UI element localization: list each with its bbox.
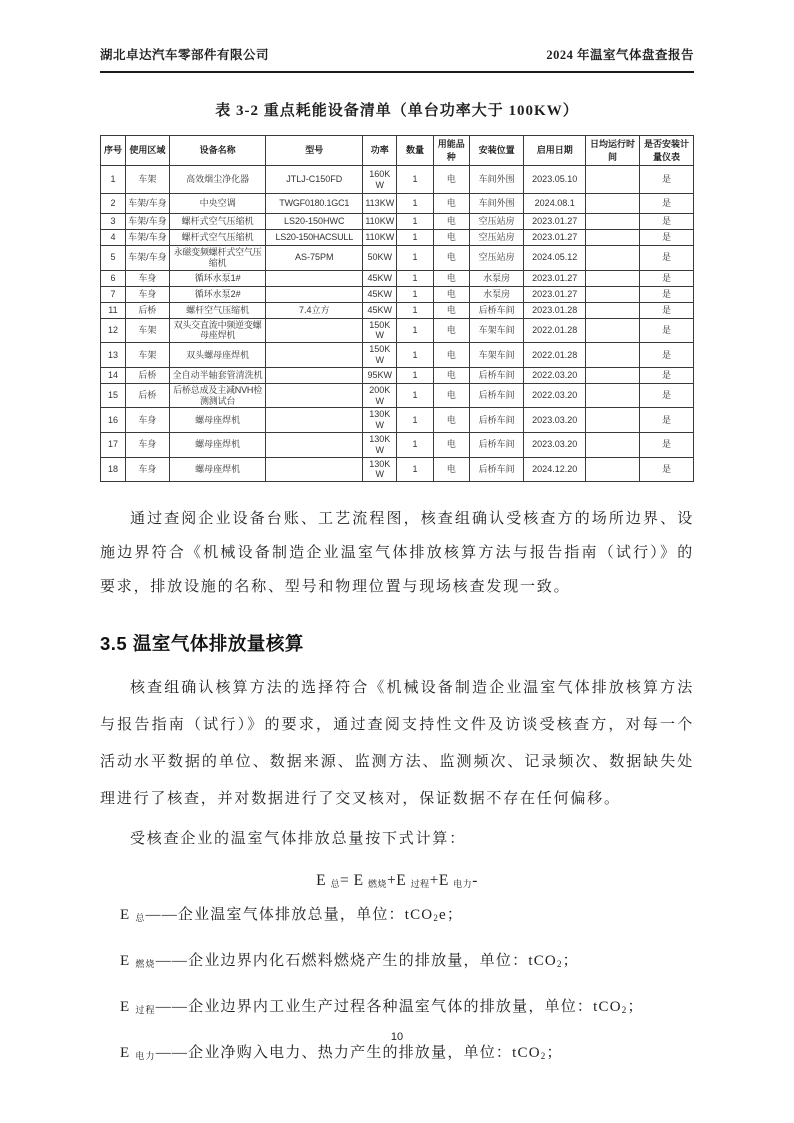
table-row [101,302,694,318]
table-row [101,457,694,482]
table-row [101,246,694,271]
table-cell: 是 [639,270,693,286]
table-row [101,318,694,343]
table-cell: 2 [101,194,126,214]
column-header: 日均运行时间 [586,136,640,166]
definition-line: E $_{过程}$——企业边界内工业生产过程各种温室气体的排放量，单位：tCO$_2$； [120,999,644,1016]
table-row [101,367,694,383]
table-cell: 电 [433,383,469,408]
section-paragraph: 核查组确认核算方法的选择符合《机械设备制造企业温室气体排放核算方法与报告指南（试行）》的要求，通过查阅支持性文件及访谈受核查方，对每一个活动水平数据的单位、数据来源、监测方法、监测频次、记录频次、数据缺失处理进行了核查，并对数据进行了交叉核对，保证数据不存在任何偏移。 [100,680,694,808]
table-cell: 双头交直流中频逆变螺母座焊机 [169,318,266,343]
table-cell: 中央空调 [169,194,266,214]
table-cell: 循环水泵1# [169,270,266,286]
calc-intro: 受核查企业的温室气体排放总量按下式计算： [130,831,467,848]
table-cell: TWGF0180.1GC1 [266,194,363,214]
table-cell: 电 [433,246,469,271]
table-cell: 5 [101,246,126,271]
table-cell: 车身 [125,286,169,302]
table-row [101,286,694,302]
table-cell [586,302,640,318]
table-caption: 表 3-2 重点耗能设备清单（单台功率大于 100KW） [215,103,579,119]
table-cell: 2022.01.28 [524,343,586,368]
table-cell [266,286,363,302]
table-cell: 电 [433,302,469,318]
table-cell [266,343,363,368]
table-row [101,230,694,246]
table-cell: 1 [397,230,433,246]
table-cell: 2022.03.20 [524,383,586,408]
table-cell: 电 [433,318,469,343]
table-cell: 后桥车间 [469,367,524,383]
table-cell [266,408,363,433]
table-cell: 2024.12.20 [524,457,586,482]
table-cell: 车架车间 [469,343,524,368]
table-cell: 车架/车身 [125,246,169,271]
table-cell: 电 [433,286,469,302]
table-cell: 车架/车身 [125,214,169,230]
table-cell: 1 [397,214,433,230]
table-cell: 电 [433,230,469,246]
table-cell: 是 [639,166,693,194]
table-cell: 2023.01.28 [524,302,586,318]
table-cell: 是 [639,286,693,302]
table-cell: 车身 [125,270,169,286]
table-cell: 电 [433,432,469,457]
column-header: 用能品种 [433,136,469,166]
table-cell: LS20-150HACSULL [266,230,363,246]
definition-line: E $_总$——企业温室气体排放总量，单位：tCO$_2$e； [120,907,464,924]
table-cell: 电 [433,194,469,214]
column-header: 是否安装计量仪表 [639,136,693,166]
table-cell: 是 [639,343,693,368]
table-cell: 2022.01.28 [524,318,586,343]
table-cell: 160KW [363,166,397,194]
table-cell: 是 [639,318,693,343]
table-cell: 车架 [125,343,169,368]
table-cell: 1 [397,408,433,433]
table-cell: 2023.05.10 [524,166,586,194]
table-cell: 2023.01.27 [524,214,586,230]
page-number: 10 [390,1031,404,1043]
table-cell: 17 [101,432,126,457]
table-cell: 14 [101,367,126,383]
table-cell: 后桥车间 [469,432,524,457]
table-cell: 130KW [363,432,397,457]
table-cell: 45KW [363,286,397,302]
table-cell: 1 [397,318,433,343]
table-cell: 是 [639,408,693,433]
table-cell: 车架/车身 [125,194,169,214]
table-cell: 螺杆式空气压缩机 [169,230,266,246]
header-report-title: 2024 年温室气体盘查报告 [546,48,694,62]
table-cell: 1 [397,246,433,271]
table-cell: 2022.03.20 [524,367,586,383]
table-cell: 4 [101,230,126,246]
table-cell: 空压站房 [469,214,524,230]
table-cell: 50KW [363,246,397,271]
table-cell [586,270,640,286]
running-header [100,45,694,73]
table-cell: 2023.01.27 [524,286,586,302]
table-cell: 车架车间 [469,318,524,343]
table-cell [586,166,640,194]
table-cell: 电 [433,166,469,194]
table-cell [586,286,640,302]
table-cell: 空压站房 [469,246,524,271]
table-row [101,214,694,230]
table-cell: 水泵房 [469,270,524,286]
table-cell: 7.4立方 [266,302,363,318]
table-cell: 双头螺母座焊机 [169,343,266,368]
table-row [101,408,694,433]
table-cell: 车身 [125,457,169,482]
table-cell: 是 [639,302,693,318]
table-cell: 2023.03.20 [524,432,586,457]
table-cell: 1 [397,286,433,302]
table-cell: 是 [639,214,693,230]
column-header: 型号 [266,136,363,166]
table-cell: 后桥 [125,367,169,383]
column-header: 序号 [101,136,126,166]
table-cell [266,318,363,343]
table-cell: 电 [433,408,469,433]
table-cell: 1 [397,457,433,482]
column-header: 设备名称 [169,136,266,166]
table-row [101,166,694,194]
column-header: 使用区域 [125,136,169,166]
table-cell [266,383,363,408]
table-cell: 1 [397,270,433,286]
table-cell: 电 [433,214,469,230]
table-cell: 15 [101,383,126,408]
table-body [101,166,694,482]
table-cell [586,367,640,383]
table-cell: 150KW [363,318,397,343]
table-header-row [101,136,694,166]
table-cell [586,230,640,246]
table-cell: 全自动半轴套管清洗机 [169,367,266,383]
table-cell: 45KW [363,270,397,286]
table-cell: 螺母座焊机 [169,432,266,457]
table-cell: 后桥车间 [469,383,524,408]
table-cell: 车身 [125,432,169,457]
table-cell [586,383,640,408]
table-cell: 电 [433,270,469,286]
table-row [101,343,694,368]
table-cell: 200KW [363,383,397,408]
definition-line: E $_{燃烧}$——企业边界内化石燃料燃烧产生的排放量，单位：tCO$_2$； [120,953,579,970]
table-cell: 是 [639,457,693,482]
table-cell: 1 [397,432,433,457]
table-cell: 1 [397,302,433,318]
table-cell: 高效烟尘净化器 [169,166,266,194]
table-cell: 是 [639,246,693,271]
table-cell: 后桥车间 [469,302,524,318]
table-cell: 空压站房 [469,230,524,246]
table-cell [586,408,640,433]
equipment-table [100,135,694,482]
table-cell [586,214,640,230]
table-cell [586,432,640,457]
table-cell: 2023.01.27 [524,230,586,246]
table-cell: 车架 [125,318,169,343]
header-company-name: 湖北卓达汽车零部件有限公司 [100,48,270,62]
table-cell: 1 [397,343,433,368]
table-cell [586,318,640,343]
table-cell: JTLJ-C150FD [266,166,363,194]
table-cell: 95KW [363,367,397,383]
table-cell: 13 [101,343,126,368]
table-cell: 是 [639,194,693,214]
column-header: 安装位置 [469,136,524,166]
table-cell: 车架 [125,166,169,194]
table-cell: 螺母座焊机 [169,408,266,433]
table-cell: 6 [101,270,126,286]
table-cell [586,194,640,214]
table-cell: 2024.08.1 [524,194,586,214]
table-row [101,432,694,457]
table-cell [266,457,363,482]
table-cell [266,270,363,286]
section-heading: 3.5 温室气体排放量核算 [100,633,304,655]
table-cell: 后桥 [125,302,169,318]
table-cell: 1 [397,194,433,214]
column-header: 启用日期 [524,136,586,166]
table-cell: 螺杆式空气压缩机 [169,214,266,230]
table-cell: 是 [639,367,693,383]
table-cell: 循环水泵2# [169,286,266,302]
table-cell: 110KW [363,214,397,230]
table-head [101,136,694,166]
table-cell: 130KW [363,408,397,433]
column-header: 数量 [397,136,433,166]
table-cell: 水泵房 [469,286,524,302]
table-cell: 1 [101,166,126,194]
column-header: 功率 [363,136,397,166]
table-cell: 1 [397,166,433,194]
table-cell: 7 [101,286,126,302]
table-cell [266,432,363,457]
table-cell: 是 [639,432,693,457]
table-cell: 车身 [125,408,169,433]
table-cell: 是 [639,383,693,408]
table-cell: 后桥 [125,383,169,408]
table-cell: 11 [101,302,126,318]
table-cell: 车间外围 [469,166,524,194]
table-cell: 16 [101,408,126,433]
table-cell: 18 [101,457,126,482]
table-cell: 电 [433,367,469,383]
table-cell: 永磁变频螺杆式空气压缩机 [169,246,266,271]
table-cell: 12 [101,318,126,343]
table-cell: AS-75PM [266,246,363,271]
table-cell: 电 [433,457,469,482]
table-cell: 2023.01.27 [524,270,586,286]
table-cell: 110KW [363,230,397,246]
table-row [101,194,694,214]
table-cell: 45KW [363,302,397,318]
definition-line: E $_{电力}$——企业净购入电力、热力产生的排放量，单位：tCO$_2$； [120,1045,563,1062]
table-cell [266,367,363,383]
table-cell: 电 [433,343,469,368]
table-cell: 150KW [363,343,397,368]
table-cell: 后桥车间 [469,457,524,482]
table-cell: 车架/车身 [125,230,169,246]
table-cell: 2023.03.20 [524,408,586,433]
table-cell [586,343,640,368]
table-cell [586,457,640,482]
table-cell: 1 [397,367,433,383]
table-cell: 113KW [363,194,397,214]
table-cell: 后桥车间 [469,408,524,433]
table-cell: 2024.05.12 [524,246,586,271]
table-cell: 130KW [363,457,397,482]
table-row [101,383,694,408]
table-cell: 后桥总成及主减NVH检测测试台 [169,383,266,408]
table-cell: 车间外围 [469,194,524,214]
paragraph-after-table: 通过查阅企业设备台账、工艺流程图，核查组确认受核查方的场所边界、设施边界符合《机械设备制造企业温室气体排放核算方法与报告指南（试行）》的要求，排放设施的名称、型号和物理位置与现场核查发现一致。 [100,511,694,596]
emission-formula: E $_总$= E $_{燃烧}$+E $_{过程}$+E $_{电力}$- [316,872,478,890]
table-cell: 1 [397,383,433,408]
table-cell: LS20-150HWC [266,214,363,230]
table-cell: 螺母座焊机 [169,457,266,482]
table-cell: 是 [639,230,693,246]
table-row [101,270,694,286]
table-cell: 螺杆空气压缩机 [169,302,266,318]
table-cell: 3 [101,214,126,230]
table-cell [586,246,640,271]
